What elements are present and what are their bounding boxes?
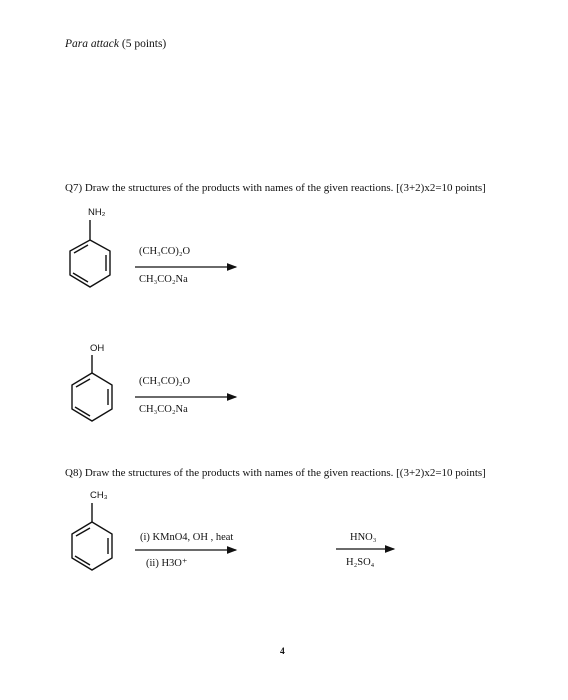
- q8-step2-above: HNO₃: [350, 532, 377, 543]
- q8-step2-below: H₂SO₄: [346, 557, 375, 568]
- benzene-ring-aniline: [70, 220, 110, 287]
- benzene-ring-toluene: [72, 503, 112, 570]
- q7-r1-reagent-below: CH₃CO₂Na: [139, 274, 188, 285]
- q7-prompt: Q7) Draw the structures of the products with names of the given reactions. [(3+2)x2=10 points]: [65, 182, 486, 194]
- q7-r2-reagent-above: (CH₃CO)₂O: [139, 376, 191, 387]
- q8-prompt: Q8) Draw the structures of the products with names of the given reactions. [(3+2)x2=10 points]: [65, 467, 486, 479]
- page-number: 4: [280, 647, 285, 657]
- q8-step1-above: (i) KMnO4, OH , heat: [140, 532, 234, 543]
- section-title-points: (5 points): [121, 38, 167, 50]
- q8-step1-below: (ii) H3O⁺: [146, 558, 188, 569]
- q7-r1-substituent: NH₂: [88, 207, 106, 218]
- q7-r1-reagent-above: (CH₃CO)₂O: [139, 246, 191, 257]
- q8-r1-substituent: CH₃: [90, 490, 108, 501]
- section-title-italic: Para attack: [65, 38, 119, 50]
- q7-r2-reagent-below: CH₃CO₂Na: [139, 404, 188, 415]
- benzene-ring-phenol: [72, 355, 112, 421]
- q7-r2-substituent: OH: [90, 343, 105, 354]
